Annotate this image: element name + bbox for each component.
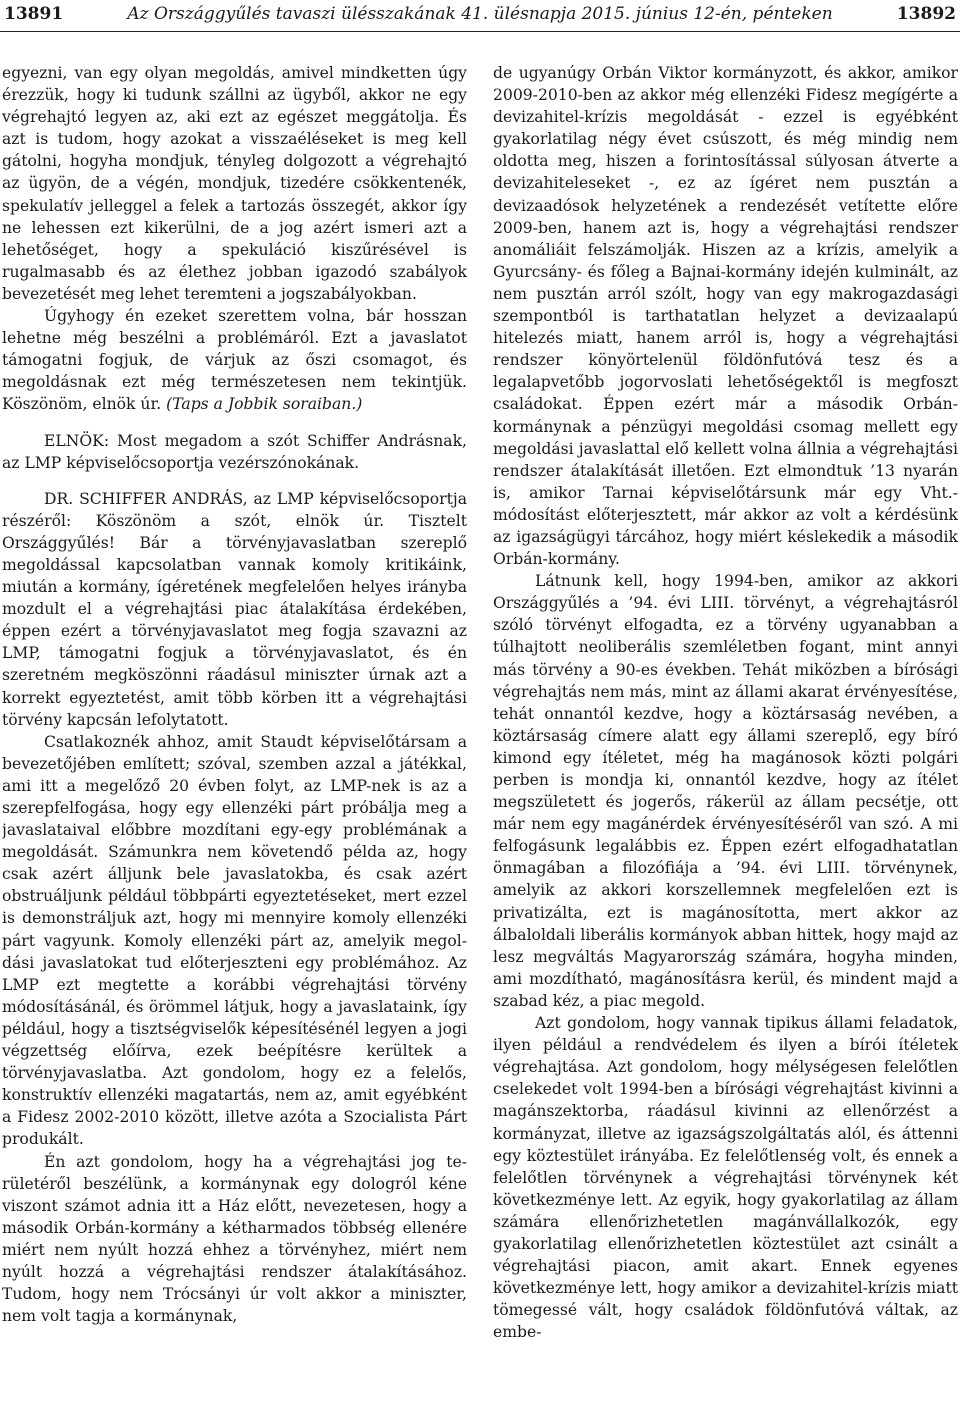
running-title: Az Országgyűlés tavaszi ülésszakának 41. ülésnapja 2015. június 12-én, pénteken	[127, 4, 833, 24]
paragraph: Látnunk kell, hogy 1994-ben, amikor az akkori Országgyűlés a ’94. évi LIII. törvényt, a végrehajtásról szóló törvényt elfogadta, ez a törvény ugyanabban a túlhajtott neoliberális szemléletben fogant, mint annyi más törvény a 90-es években. Tehát miközben a bírósági végrehajtás nem más, mint az állami akarat érvényesítése, tehát onnantól kezdve, hogy a köztársaság nevében, a köztársaság címere alatt egy állami szereplő, egy bíró kimond egy ítéletet, még ha magánosok közti polgári perben is mondja ki, onnantól kezdve, hogy az ítélet megszületett és jogerős, rákerül az állam pecsétje, ott már nem egy magánérdek érvényesítéséről van szó. A mi felfogásunk legalábbis ez. Éppen ezért elfogadhatatlan önmagában a filozófiája a ’94. évi LIII. törvénynek, amelyik az akkori korszellemnek megfelelően ezt is privatizálta, ezt is magánosította, mert akkor az álbaloldali liberális kormányok abban hittek, hogy majd az lesz megváltás Magyarország számára, hogyha minden, ami mozdítható, magánosításra kerül, és mindent majd a szabad kéz, a piac megold.	[493, 572, 958, 1010]
header-rule	[0, 31, 960, 32]
applause-note: (Taps a Jobbik soraiban.)	[166, 395, 363, 414]
paragraph: Azt gondolom, hogy vannak tipikus állami feladatok, ilyen például a rendvédelem és ilyen a bírói ítéletek végrehajtása. Azt gondolom, hogy mélységesen felelőtlen cselekedet volt 1994-ben a bírósági végrehajtást kivinni a magánszektorba, ráadásul kivinni az ellenőrzést a kormányzat, illetve az igazságszolgáltatás alól, és áttenni egy köztestület irányába. Ez felelőtlenség volt, és ennek a felelőtlen törvénynek a végrehajtási törvénynek két következménye lett. Az egyik, hogy gyakorlatilag az állam számára ellenőrizhetetlen magánvállalkozók, egy gyakorlatilag ellenőrizhetetlen köztestület azt csinált a végrehajtási piacon, amit akart. Ennek egyenes következménye lett, hogy amikor a devizahitel-krízis miatt tömegessé vált, hogy családok földönfutóvá váltak, az embe-	[493, 1014, 958, 1342]
paragraph: de ugyanúgy Orbán Viktor kormányzott, és akkor, amikor 2009-2010-ben az akkor még ellenzéki Fidesz megígérte a devizahitel-krízis megoldását - ezzel is egyébként gyakorlatilag négy évet csúszott, és még mindig nem oldotta meg, hiszen a forintosítással súlyosan átverte a devizahiteleseket -, ez az ígéret nem pusztán a devizaadósok helyzetének a rendezését vetítette előre 2009-ben, hanem azt is, hogy a végrehajtási rendszer anomáliáit felszámolják. Hiszen az a krízis, amelyik a Gyurcsány- és főleg a Bajnai-kormány idején kulminált, az nem pusztán arról szólt, hogy van egy makrogazdasági szempontból is tarthatatlan helyzet a devizaalapú hitelezés miatt, hanem arról is, hogy a végrehajtási rendszer könyörtelenül földönfutóvá tesz és a legalapvetőbb jogorvoslati lehetőségektől is megfoszt családokat. Éppen ezért már a második Orbán-kormánynak a pénzügyi megoldási csomag mellett egy megoldási javaslattal elő kellett volna állnia a végrehajtási rendszer átalakítását illetően. Ezt elmondtuk ’13 nyarán is, amikor Tarnai képviselőtársunk már egy Vht.-módosítást előterjesztett, már akkor az volt a kérdésünk az igazságügyi tárcához, hogy miért késlekedik a második Orbán-kormány.	[493, 64, 958, 569]
right-column	[493, 62, 958, 1409]
speaker-paragraph: DR. SCHIFFER ANDRÁS, az LMP képviselőcsoportja részéről: Köszönöm a szót, elnök úr. Tisztelt Országgyűlés! Bár a törvényjavaslatban szereplő megoldással kapcsolatban vannak komoly kritikáink, miután a kormány, ígéretének megfelelően helyes irányba mozdult el a végrehajtási piac átalakítása érdekében, éppen ezért a törvényjavaslatot meg fogja szavazni az LMP, támogatni fogjuk a törvényjavaslatot, és én szeretném megköszönni ráadásul miniszter úrnak azt a korrekt egyeztetést, amit több körben itt a végrehajtási törvény kapcsán lefolytatott.	[2, 489, 467, 729]
chair-statement: ELNÖK: Most megadom a szót Schiffer Andrásnak, az LMP képviselőcsoportja vezérszónokának.	[2, 431, 467, 472]
paragraph: Én azt gondolom, hogy ha a végrehajtási jog területéről beszélünk, a kormánynak egy dologról kéne viszont számot adnia itt a Ház előtt, nevezetesen, hogy a második Orbán-kormány a kétharmados többség ellenére miért nem nyúlt hozzá ehhez a törvényhez, miért nem nyúlt hozzá a végrehajtási rendszer átalakításához. Tudom, hogy nem Trócsányi úr volt akkor a miniszter, nem volt tagja a kormánynak,	[2, 1152, 467, 1326]
left-column	[2, 62, 467, 1409]
paragraph-text: Úgyhogy én ezeket szerettem volna, bár hosszan lehetne még beszélni a problémáról. Ezt a javaslatot támogatni fogjuk, de várjuk az őszi csomagot, és megoldásnak ezt még természetesen nem tekintjük. Köszönöm, elnök úr.	[2, 307, 467, 414]
paragraph	[2, 305, 467, 415]
page-header	[0, 0, 960, 30]
page-number-right: 13892	[896, 4, 956, 24]
page-number-left: 13891	[4, 4, 64, 24]
paragraph: egyezni, van egy olyan megoldás, amivel mindketten úgy érezzük, hogy ki tudunk szállni az ügyből, akkor ne egy végrehajtó legyen az, aki ezt az egészet meggátolja. És azt is tudom, hogy azokat a visszaéléseket is meg kell gátolni, hogyha mondjuk, tényleg dolgozott a végrehajtó az ügyön, de a végén, mondjuk, tizedére csökkentenék, spekulatív jelleggel a felek a tartozás összegét, akkor így ne lehessen ezt kikerülni, de a jog azért ismeri azt a lehetőséget, hogy a spekuláció kiszűrésével is rugalmasabb és az élethez jobban igazodó szabályok bevezetését meg lehet teremteni a jogszabályokban.	[2, 64, 467, 303]
paragraph: Csatlakoznék ahhoz, amit Staudt képviselőtársam a bevezetőjében említett; szóval, szemben azzal a játékkal, ami itt a megelőző 20 évben folyt, az LMP-nek is az a szerepfelfogása, hogy egy ellenzéki párt próbálja meg a javaslataival előbbre mozdítani egy-egy problémának a megoldását. Számunkra nem követendő példa az, hogy csak azért álljunk bele javaslatokba, és csak azért obstruáljunk például többpárti egyeztetéseket, mert ezzel is demonstráljuk azt, hogy mi mennyire komoly ellenzéki párt vagyunk. Komoly ellenzéki párt az, amelyik megoldási javaslatokat tud előterjeszteni egy problémához. Az LMP ezt megtette a korábbi végrehajtási törvény módosításánál, és örömmel látjuk, hogy a javaslataink, így például, hogy a tisztségviselők képesítésénél legyen a jogi végzettség előírva, ezek beépítésre kerültek a törvényjavaslatba. Azt gondolom, hogy ez a felelős, konstruktív ellenzéki magatartás, nem az, amit egyébként a Fidesz 2002-2010 között, illetve azóta a Szocialista Párt produkált.	[2, 732, 467, 1149]
